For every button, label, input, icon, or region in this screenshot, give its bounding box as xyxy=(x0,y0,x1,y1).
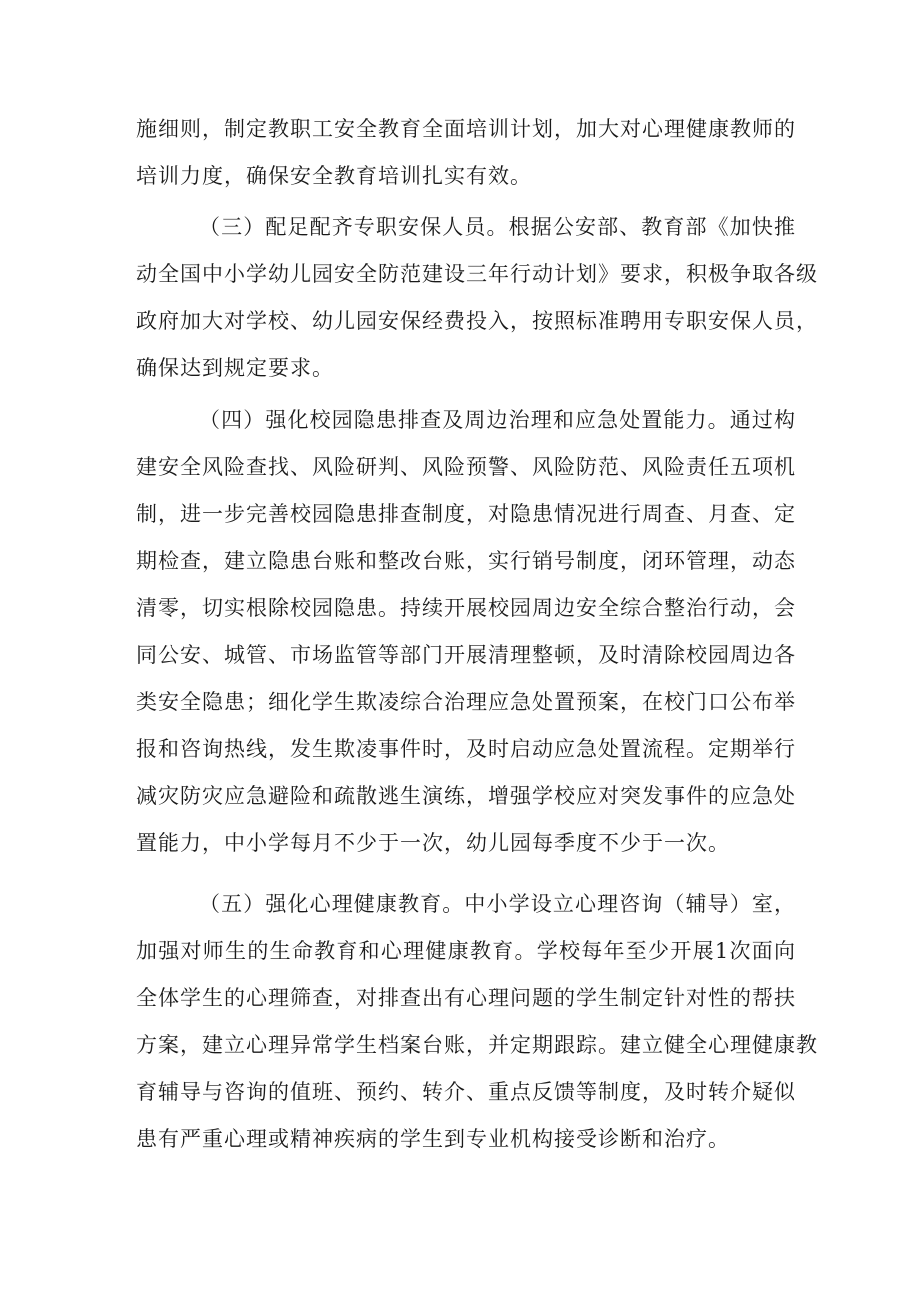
text-line: （四）强化校园隐患排查及周边治理和应急处置能力。通过构 xyxy=(199,408,796,432)
text-line: 确保达到规定要求。 xyxy=(136,356,334,380)
paragraph-training-continuation xyxy=(136,106,796,200)
text-line: 减灾防灾应急避险和疏散逃生演练，增强学校应对突发事件的应急处 xyxy=(136,784,796,808)
text-line: 方案，建立心理异常学生档案台账，并定期跟踪。建立健全心理健康教 xyxy=(136,1033,818,1057)
text-line: 政府加大对学校、幼儿园安保经费投入，按照标准聘用专职安保人员， xyxy=(136,309,818,333)
paragraph-security-staff xyxy=(136,204,818,392)
text-line: 建安全风险查找、风险研判、风险预警、风险防范、风险责任五项机 xyxy=(136,455,796,479)
text-line: （三）配足配齐专职安保人员。根据公安部、教育部《加快推 xyxy=(199,215,796,239)
text-line: （五）强化心理健康教育。中小学设立心理咨询（辅导）室， xyxy=(199,892,796,916)
paragraph-mental-health xyxy=(136,881,818,1163)
text-line: 置能力，中小学每月不少于一次，幼儿园每季度不少于一次。 xyxy=(136,831,730,855)
text-line: 加强对师生的生命教育和心理健康教育。学校每年至少开展1次面向 xyxy=(136,939,796,963)
text-line: 患有严重心理或精神疾病的学生到专业机构接受诊断和治疗。 xyxy=(136,1127,730,1151)
text-line: 全体学生的心理筛查，对排查出有心理问题的学生制定针对性的帮扶 xyxy=(136,986,796,1010)
text-line: 类安全隐患；细化学生欺凌综合治理应急处置预案，在校门口公布举 xyxy=(136,690,796,714)
text-line: 施细则，制定教职工安全教育全面培训计划，加大对心理健康教师的 xyxy=(136,117,796,141)
text-line: 动全国中小学幼儿园安全防范建设三年行动计划》要求，积极争取各级 xyxy=(136,262,818,286)
text-line: 期检查，建立隐患台账和整改台账，实行销号制度，闭环管理，动态 xyxy=(136,549,796,573)
text-line: 同公安、城管、市场监管等部门开展清理整顿，及时清除校园周边各 xyxy=(136,643,796,667)
text-line: 培训力度，确保安全教育培训扎实有效。 xyxy=(136,164,532,188)
text-line: 制，进一步完善校园隐患排查制度，对隐患情况进行周查、月查、定 xyxy=(136,502,796,526)
paragraph-hazard-investigation xyxy=(136,397,796,867)
text-line: 报和咨询热线，发生欺凌事件时，及时启动应急处置流程。定期举行 xyxy=(136,737,796,761)
text-line: 清零，切实根除校园隐患。持续开展校园周边安全综合整治行动，会 xyxy=(136,596,796,620)
text-line: 育辅导与咨询的值班、预约、转介、重点反馈等制度，及时转介疑似 xyxy=(136,1080,796,1104)
